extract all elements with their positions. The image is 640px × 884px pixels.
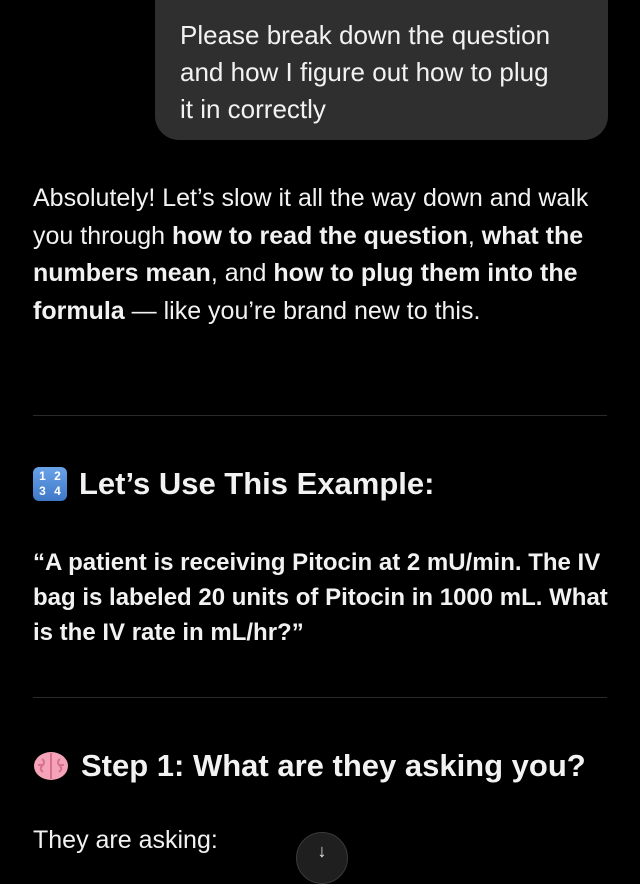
intro-bold-3: how to plug them into the formula — [33, 259, 578, 325]
intro-text-2: , — [467, 221, 482, 250]
arrow-down-icon: ↓ — [317, 841, 327, 861]
user-message-bubble — [155, 0, 608, 140]
example-question-quote: “A patient is receiving Pitocin at 2 mU/min. The IV bag is labeled 20 units of Pitocin in 1000 mL. What is the IV rate in mL/hr?” — [33, 549, 608, 646]
scroll-to-bottom-button[interactable] — [296, 832, 348, 884]
icon-digit: 1 — [39, 469, 46, 483]
intro-bold-2: what the numbers mean — [33, 221, 584, 287]
intro-bold-1: how to read the question — [172, 221, 468, 250]
section-divider — [33, 415, 607, 416]
assistant-intro-paragraph — [33, 180, 613, 330]
section-title: Step 1: What are they asking you? — [81, 748, 586, 783]
step1-body-text: They are asking: — [33, 826, 218, 854]
brain-icon — [33, 749, 69, 783]
section-heading-example — [33, 466, 434, 502]
section-divider — [33, 697, 607, 698]
input-numbers-icon — [33, 467, 67, 501]
user-message-text: Please break down the question and how I figure out how to plug it in correctly — [180, 20, 551, 124]
icon-digit: 2 — [54, 469, 61, 483]
intro-text-1: Absolutely! Let’s slow it all the way down and walk you through — [33, 184, 589, 250]
icon-digit: 3 — [39, 484, 46, 498]
section-heading-step1 — [33, 748, 586, 784]
intro-text-3: , and — [210, 259, 274, 287]
intro-text-4: — like you’re brand new to this. — [124, 296, 481, 325]
section-title: Let’s Use This Example: — [79, 466, 435, 501]
icon-digit: 4 — [54, 484, 61, 498]
